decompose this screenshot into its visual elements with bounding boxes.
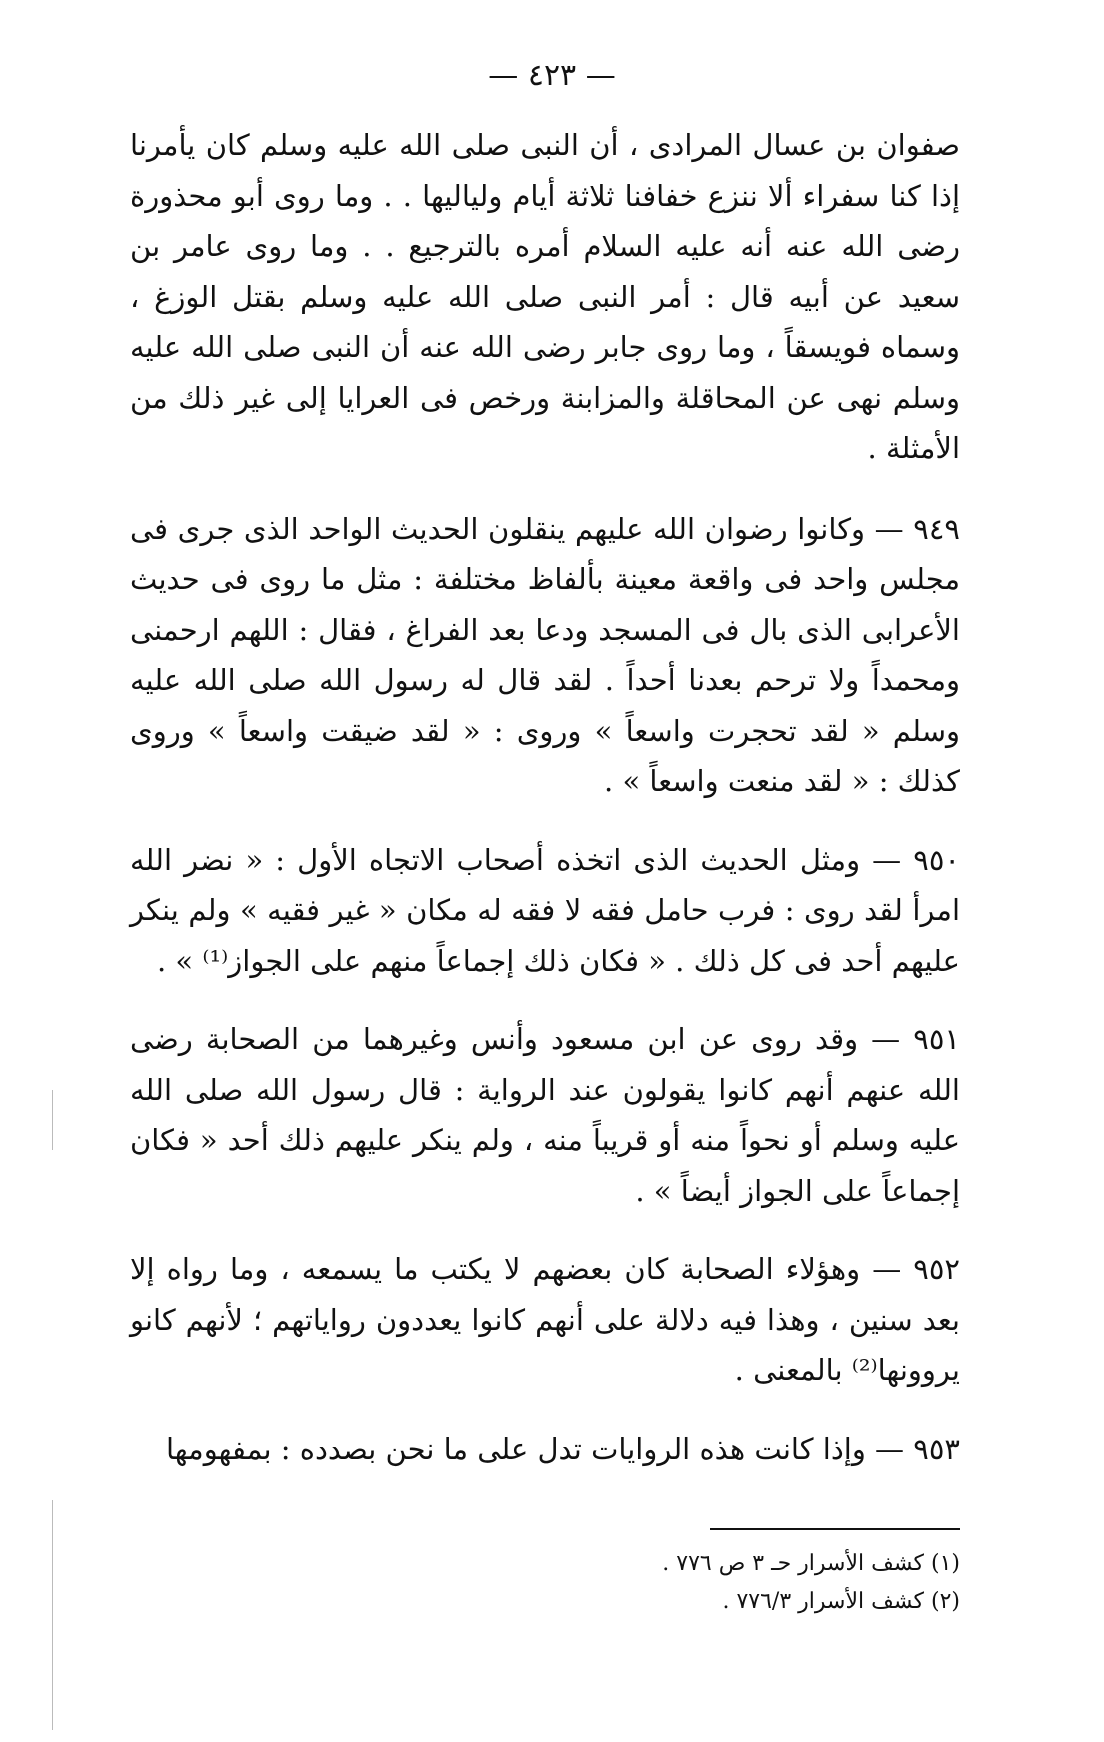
footnote-2: (٢) كشف الأسرار ٧٧٦/٣ .: [722, 1589, 960, 1614]
scan-margin-mark: [52, 1090, 53, 1150]
footnotes: [500, 1545, 960, 1621]
paragraph-951: ٩٥١ — وقد روى عن ابن مسعود وأنس وغيرهما من الصحابة رضى الله عنهم أنهم كانوا يقولون عند الرواية : قال رسول الله صلى الله عليه وسلم أو نحواً منه أو قريباً منه ، ولم ينكر عليهم ذلك أحد « فكان إجماعاً على الجواز أيضاً » .: [130, 1022, 960, 1208]
scan-margin-mark: [52, 1500, 53, 1730]
page-number: — ٤٢٣ —: [488, 58, 616, 93]
paragraph-952: ٩٥٢ — وهؤلاء الصحابة كان بعضهم لا يكتب ما يسمعه ، وما رواه إلا بعد سنين ، وهذا فيه دلالة على أنهم كانوا يعددون رواياتهم ؛ لأنهم كانو يروونها⁽²⁾ بالمعنى .: [130, 1252, 960, 1387]
paragraph-950: ٩٥٠ — ومثل الحديث الذى اتخذه أصحاب الاتجاه الأول : « نضر الله امرأ لقد روى : فرب حامل فقه لا فقه له مكان « غير فقيه » ولم ينكر عليهم أحد فى كل ذلك . « فكان ذلك إجماعاً منهم على الجواز⁽¹⁾ » .: [130, 842, 960, 978]
paragraph-953: ٩٥٣ — وإذا كانت هذه الروايات تدل على ما نحن بصدده : بمفهومها: [165, 1431, 960, 1466]
footnote-1: (١) كشف الأسرار حـ ٣ ص ٧٧٦ .: [662, 1551, 960, 1576]
footnote-divider: [710, 1528, 960, 1530]
paragraph-intro: صفوان بن عسال المرادى ، أن النبى صلى الله عليه وسلم كان يأمرنا إذا كنا سفراء ألا ننزع خفافنا ثلاثة أيام ولياليها . . وما روى أبو محذورة رضى الله عنه أنه عليه السلام أمره بالترجيع . . وما روى عامر بن سعيد عن أبيه قال : أمر النبى صلى الله عليه وسلم بقتل الوزغ ، وسماه فويسقاً ، وما روى جابر رضى الله عنه أن النبى صلى الله عليه وسلم نهى عن المحاقلة والمزابنة ورخص فى العرايا إلى غير ذلك من الأمثلة .: [130, 128, 960, 465]
main-text: [130, 120, 960, 1502]
paragraph-949: ٩٤٩ — وكانوا رضوان الله عليهم ينقلون الحديث الواحد الذى جرى فى مجلس واحد فى واقعة معينة بألفاظ مختلفة : مثل ما روى فى حديث الأعرابى الذى بال فى المسجد ودعا بعد الفراغ ، فقال : اللهم ارحمنى ومحمداً ولا ترحم بعدنا أحداً . لقد قال له رسول الله صلى الله عليه وسلم « لقد تحجرت واسعاً » وروى : « لقد ضيقت واسعاً » وروى كذلك : « لقد منعت واسعاً » .: [130, 511, 960, 798]
